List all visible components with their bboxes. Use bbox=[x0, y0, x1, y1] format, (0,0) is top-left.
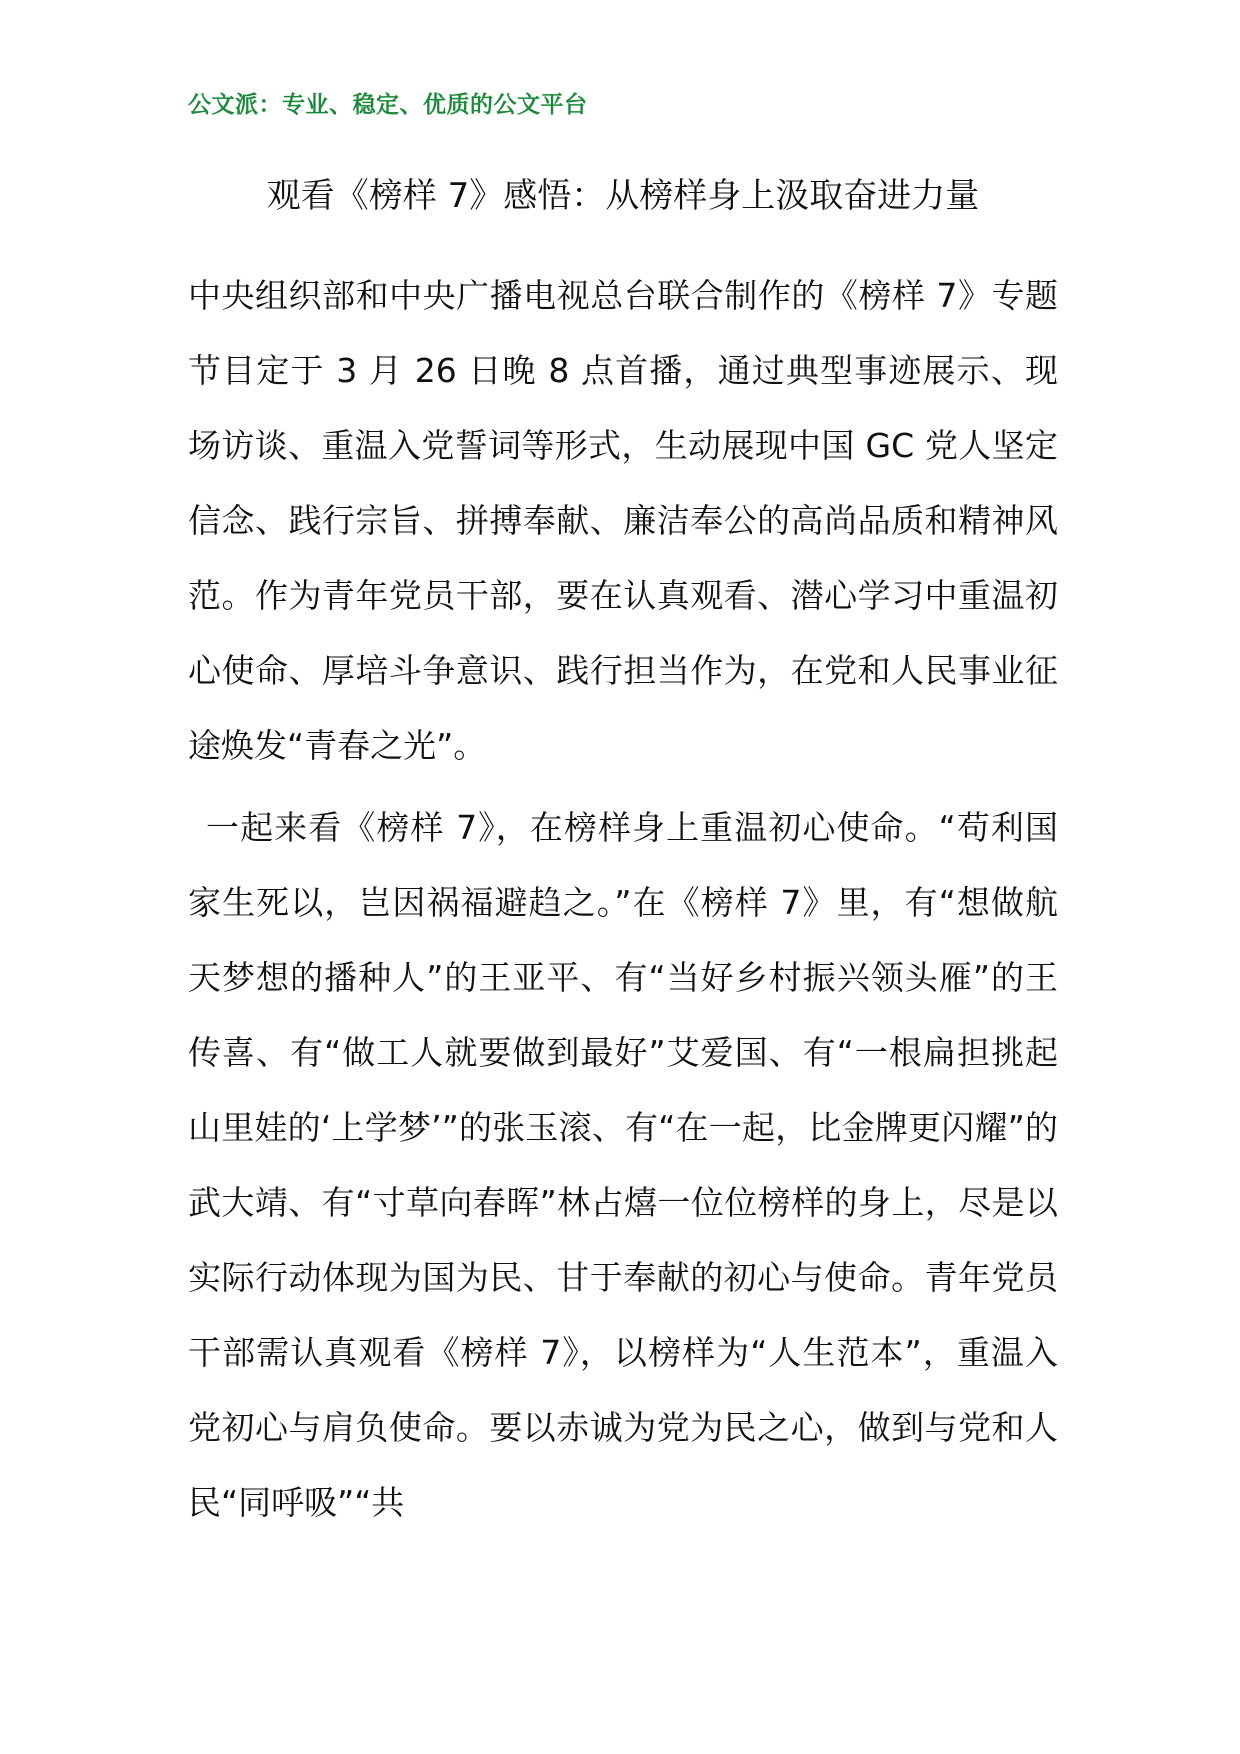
paragraph: 中央组织部和中央广播电视总台联合制作的《榜样 7》专题节目定于 3 月 26 日晚 8 点首播，通过典型事迹展示、现场访谈、重温入党誓词等形式，生动展现中国 GC 党人坚定信念、践行宗旨、拼搏奉献、廉洁奉公的高尚品质和精神风范。作为青年党员干部，要在认真观看、潜心学习中重温初心使命、厚培斗争意识、践行担当作为，在党和人民事业征途焕发“青春之光”。 bbox=[188, 276, 1058, 765]
document-title: 观看《榜样 7》感悟：从榜样身上汲取奋进力量 bbox=[266, 176, 980, 216]
site-header: 公文派：专业、稳定、优质的公文平台 bbox=[188, 92, 588, 118]
document-body bbox=[188, 258, 1058, 1547]
paragraph: 一起来看《榜样 7》，在榜样身上重温初心使命。“苟利国家生死以，岂因祸福避趋之。”在《榜样 7》里，有“想做航天梦想的播种人”的王亚平、有“当好乡村振兴领头雁”的王传喜、有“做工人就要做到最好”艾爱国、有“一根扁担挑起山里娃的‘上学梦’”的张玉滚、有“在一起，比金牌更闪耀”的武大靖、有“寸草向春晖”林占熺一位位榜样的身上，尽是以实际行动体现为国为民、甘于奉献的初心与使命。青年党员干部需认真观看《榜样 7》，以榜样为“人生范本”，重温入党初心与肩负使命。要以赤诚为党为民之心，做到与党和人民“同呼吸”“共 bbox=[188, 808, 1058, 1522]
